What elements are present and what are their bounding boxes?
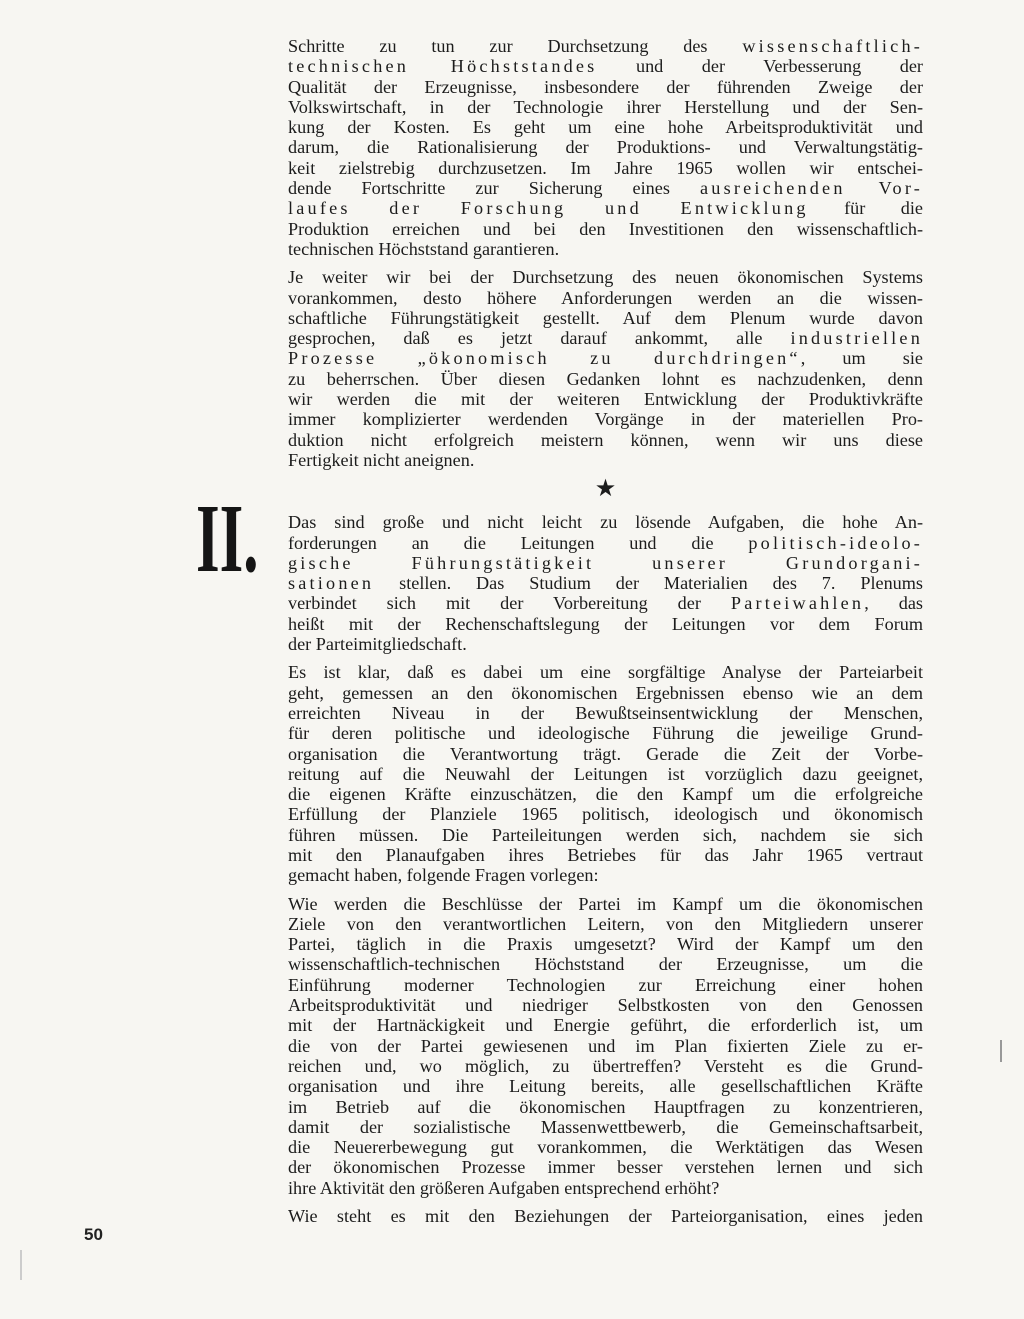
paragraph-6 [288, 1206, 923, 1226]
text-line: gesprochen, daß es jetzt darauf ankommt, alle industriellen [288, 328, 923, 349]
text-line: wir werden die mit der weiteren Entwicklung der Produktivkräfte [288, 389, 923, 410]
text-line: führen müssen. Die Parteileitungen werden sich, nachdem sie sich [288, 824, 923, 845]
text-line: Ziele von den verantwortlichen Leitern, von den Mitgliedern unserer [288, 913, 923, 934]
text-line: kung der Kosten. Es geht um eine hohe Arbeitsproduktivität und [288, 117, 923, 138]
text-line: geht, gemessen an den ökonomischen Ergebnissen ebenso wie an dem [288, 682, 923, 703]
text-line: heißt mit der Rechenschaftslegung der Leitungen vor dem Forum [288, 613, 923, 634]
text-line: forderungen an die Leitungen und die politisch-ideolo- [288, 532, 923, 553]
text-line: wissenschaftlich-technischen Höchststand der Erzeugnisse, um die [288, 954, 923, 975]
paragraph-5 [288, 894, 923, 1198]
text-line: zu beherrschen. Über diesen Gedanken lohnt es nachzudenken, denn [288, 368, 923, 389]
text-line: Schritte zu tun zur Durchsetzung des wissenschaftlich- [288, 36, 923, 56]
text-line: Das sind große und nicht leicht zu lösende Aufgaben, die hohe An- [288, 512, 923, 533]
text-line: Prozesse „ökonomisch zu durchdringen“, um sie [288, 348, 924, 369]
text-line: darum, die Rationalisierung der Produktions- und Verwaltungstätig- [288, 137, 923, 158]
text-line: verbindet sich mit der Vorbereitung der Parteiwahlen, das [288, 593, 923, 614]
text-line: die von der Partei gewiesenen und im Plan fixierten Ziele zu er- [288, 1035, 923, 1056]
text-line: Qualität der Erzeugnisse, insbesondere der führenden Zweige der [288, 76, 923, 97]
text-line: die Neuererbewegung gut vorankommen, die Werktätigen das Wesen [288, 1137, 923, 1158]
text-line: damit der sozialistische Massenwettbewerb, die Gemeinschaftsarbeit, [288, 1116, 923, 1137]
text-line: dende Fortschritte zur Sicherung eines ausreichenden Vor- [288, 178, 923, 199]
text-line: technischen Höchststand garantieren. [288, 238, 560, 259]
text-line: Arbeitsproduktivität und niedriger Selbstkosten von den Genossen [288, 995, 923, 1016]
text-line: organisation und ihre Leitung bereits, alle gesellschaftlichen Kräfte [288, 1076, 923, 1097]
paragraph-2 [288, 267, 923, 470]
text-line: der ökonomischen Prozesse immer besser verstehen lernen und sich [288, 1157, 923, 1178]
text-line: duktion nicht erfolgreich meistern können, wenn wir uns diese [288, 429, 923, 450]
text-line: reichen und, wo möglich, zu übertreffen? Versteht es die Grund- [288, 1055, 923, 1076]
text-line: schaftliche Führungstätigkeit gestellt. Auf dem Plenum wurde davon [288, 307, 923, 328]
text-line: mit den Planaufgaben ihres Betriebes für das Jahr 1965 vertraut [288, 844, 923, 865]
text-line: ihre Aktivität den größeren Aufgaben entsprechend erhöht? [288, 1177, 720, 1198]
text-line: immer komplizierter werdenden Vorgänge in der materiellen Pro- [288, 409, 923, 430]
paragraph-3 [288, 512, 923, 654]
text-line: Produktion erreichen und bei den Investitionen den wissenschaftlich- [288, 218, 923, 239]
text-line: Erfüllung der Planziele 1965 politisch, ideologisch und ökonomisch [288, 804, 923, 825]
text-line: reitung auf die Neuwahl der Leitungen ist vorzüglich dazu geeignet, [288, 763, 923, 784]
section-numeral: II. [196, 485, 259, 593]
text-line: erreichten Niveau in der Bewußtseinsentwicklung der Menschen, [288, 702, 923, 723]
text-line: Volkswirtschaft, in der Technologie ihrer Herstellung und der Sen- [288, 96, 923, 117]
text-line: Wie werden die Beschlüsse der Partei im Kampf um die ökonomischen [288, 893, 923, 914]
text-line: Es ist klar, daß es dabei um eine sorgfältige Analyse der Parteiarbeit [288, 662, 923, 683]
text-line: Je weiter wir bei der Durchsetzung des neuen ökonomischen Systems [288, 267, 923, 288]
text-column [288, 36, 923, 1226]
text-line: sationen stellen. Das Studium der Materialien des 7. Plenums [288, 573, 923, 594]
text-line: keit zielstrebig durchzusetzen. Im Jahre 1965 wollen wir entschei- [288, 157, 923, 178]
text-line: technischen Höchststandes und der Verbesserung der [288, 56, 923, 77]
scan-mark [1000, 1040, 1002, 1062]
paragraph-4 [288, 662, 923, 885]
text-line: der Parteimitgliedschaft. [288, 634, 467, 655]
text-line: für deren politische und ideologische Führung die jeweilige Grund- [288, 723, 923, 744]
text-line: Wie steht es mit den Beziehungen der Parteiorganisation, eines jeden [288, 1206, 923, 1227]
text-line: Einführung moderner Technologien zur Erreichung einer hohen [288, 974, 923, 995]
text-line: laufes der Forschung und Entwicklung für die [288, 198, 923, 219]
text-line: organisation die Verantwortung trägt. Gerade die Zeit der Vorbe- [288, 743, 923, 764]
text-line: gemacht haben, folgende Fragen vorlegen: [288, 865, 599, 886]
text-line: Partei, täglich in die Praxis umgesetzt? Wird der Kampf um den [288, 934, 923, 955]
star-separator-icon: ★ [594, 476, 617, 503]
paragraph-1 [288, 36, 923, 259]
scan-mark [20, 1250, 22, 1280]
page-number: 50 [84, 1225, 103, 1244]
text-line: gische Führungstätigkeit unserer Grundorgani- [288, 552, 923, 573]
text-line: die eigenen Kräfte einzuschätzen, die den Kampf um die erfolgreiche [288, 784, 923, 805]
text-line: im Betrieb auf die ökonomischen Hauptfragen zu konzentrieren, [288, 1096, 923, 1117]
text-line: Fertigkeit nicht aneignen. [288, 449, 475, 470]
text-line: mit der Hartnäckigkeit und Energie geführt, die erforderlich ist, um [288, 1015, 923, 1036]
text-line: vorankommen, desto höhere Anforderungen werden an die wissen- [288, 287, 923, 308]
